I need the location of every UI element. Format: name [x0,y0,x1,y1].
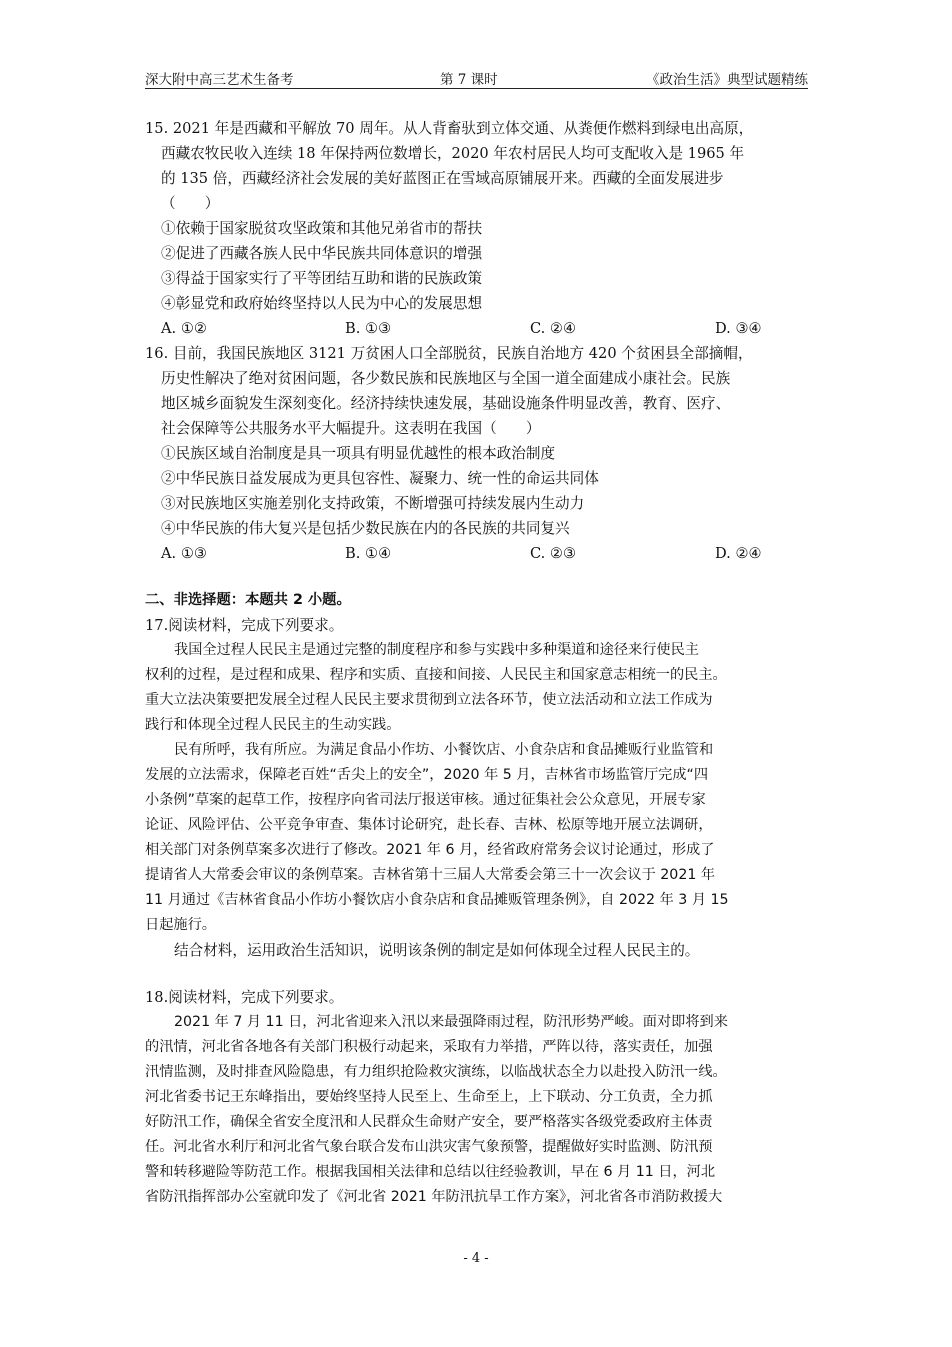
material-line: 河北省委书记王东峰指出，要始终坚持人民至上、生命至上，上下联动、分工负责，全力抓 [145,1089,713,1105]
question-stem-line: 社会保障等公共服务水平大幅提升。这表明在我国（ ） [161,420,541,437]
option-d: D. ③④ [715,320,762,337]
section-title: 二、非选择题：本题共 2 小题。 [145,592,351,608]
question-stem-line: 地区城乡面貌发生深刻变化。经济持续快速发展，基础设施条件明显改善，教育、医疗、 [161,395,731,412]
material-line: 日起施行。 [145,917,216,933]
statement-item: ③对民族地区实施差别化支持政策，不断增强可持续发展内生动力 [161,495,585,512]
statement-item: ②中华民族日益发展成为更具包容性、凝聚力、统一性的命运共同体 [161,470,599,487]
page-header [145,66,808,89]
option-c: C. ②③ [530,545,577,562]
spacer [145,566,808,588]
question-stem-line: 西藏农牧民收入连续 18 年保持两位数增长，2020 年农村居民人均可支配收入是 1965 年 [161,145,745,162]
header-lesson: 第 7 课时 [440,72,498,88]
material-line: 相关部门对条例草案多次进行了修改。2021 年 6 月，经省政府常务会议讨论通过，形成了 [145,842,715,858]
question-head: 18.阅读材料，完成下列要求。 [145,989,344,1006]
answer-blank: （ ） [161,195,220,212]
statement-item: ③得益于国家实行了平等团结互助和谐的民族政策 [161,270,483,287]
question-16 [145,341,808,566]
spacer [145,963,808,985]
material-line: 我国全过程人民民主是通过完整的制度程序和参与实践中多种渠道和途径来行使民主 [174,642,699,658]
question-18 [145,985,808,1210]
question-head: 17.阅读材料，完成下列要求。 [145,617,344,634]
header-right-title: 《政治生活》典型试题精练 [646,72,808,88]
material-line: 好防汛工作，确保全省安全度汛和人民群众生命财产安全，要严格落实各级党委政府主体责 [145,1114,713,1130]
answer-options [145,316,808,341]
material-line: 11 月通过《吉林省食品小作坊小餐饮店小食杂店和食品摊贩管理条例》，自 2022 年 3 月 15 [145,892,729,908]
page-number: - 4 - [463,1251,489,1266]
material-line: 省防汛指挥部办公室就印发了《河北省 2021 年防汛抗旱工作方案》，河北省各市消防救援大 [145,1189,723,1205]
option-b: B. ①④ [345,545,392,562]
material-line: 论证、风险评估、公平竞争审查、集体讨论研究，赴长春、吉林、松原等地开展立法调研， [145,817,713,833]
question-stem-line: 16. 目前，我国民族地区 3121 万贫困人口全部脱贫，民族自治地方 420 个贫困县全部摘帽， [145,345,753,362]
material-line: 重大立法决策要把发展全过程人民民主要求贯彻到立法各环节，使立法活动和立法工作成为 [145,692,713,708]
material-line: 发展的立法需求，保障老百姓“舌尖上的安全”，2020 年 5 月，吉林省市场监管厅完成“四 [145,767,709,783]
statement-item: ①依赖于国家脱贫攻坚政策和其他兄弟省市的帮扶 [161,220,483,237]
material-line: 小条例”草案的起草工作，按程序向省司法厅报送审核。通过征集社会公众意见，开展专家 [145,792,706,808]
question-stem-line: 15. 2021 年是西藏和平解放 70 周年。从人背畜驮到立体交通、从粪便作燃料到绿电出高原， [145,120,754,137]
statement-item: ④中华民族的伟大复兴是包括少数民族在内的各民族的共同复兴 [161,520,570,537]
option-b: B. ①③ [345,320,392,337]
material-line: 提请省人大常委会审议的条例草案。吉林省第十三届人大常委会第三十一次会议于 2021 年 [145,867,716,883]
question-15 [145,116,808,341]
header-left-title: 深大附中高三艺术生备考 [145,72,294,88]
question-stem-line: 历史性解决了绝对贫困问题，各少数民族和民族地区与全国一道全面建成小康社会。民族 [161,370,731,387]
statement-item: ①民族区域自治制度是具一项具有明显优越性的根本政治制度 [161,445,556,462]
material-line: 践行和体现全过程人民民主的生动实践。 [145,717,401,733]
page-content [145,116,808,1210]
statement-item: ④彰显党和政府始终坚持以人民为中心的发展思想 [161,295,483,312]
material-line: 的汛情，河北省各地各有关部门积极行动起来，采取有力举措，严阵以待，落实责任，加强 [145,1039,713,1055]
material-line: 权利的过程，是过程和成果、程序和实质、直接和间接、人民民主和国家意志相统一的民主。 [145,667,727,683]
material-line: 汛情监测，及时排查风险隐患，有力组织抢险救灾演练，以临战状态全力以赴投入防汛一线。 [145,1064,727,1080]
material-line: 警和转移避险等防范工作。根据我国相关法律和总结以往经验教训，早在 6 月 11 日，河北 [145,1164,716,1180]
option-d: D. ②④ [715,545,762,562]
statement-item: ②促进了西藏各族人民中华民族共同体意识的增强 [161,245,483,262]
material-line: 民有所呼，我有所应。为满足食品小作坊、小餐饮店、小食杂店和食品摊贩行业监管和 [174,742,714,758]
answer-options [145,541,808,566]
option-c: C. ②④ [530,320,577,337]
question-stem-line: 的 135 倍，西藏经济社会发展的美好蓝图正在雪域高原铺展开来。西藏的全面发展进步 [161,170,724,187]
question-17 [145,613,808,963]
material-line: 2021 年 7 月 11 日，河北省迎来入汛以来最强降雨过程，防汛形势严峻。面对即将到来 [174,1014,728,1030]
material-line: 任。河北省水利厅和河北省气象台联合发布山洪灾害气象预警，提醒做好实时监测、防汛预 [145,1139,713,1155]
option-a: A. ①③ [161,545,207,562]
option-a: A. ①② [161,320,207,337]
question-task: 结合材料，运用政治生活知识，说明该条例的制定是如何体现全过程人民民主的。 [174,942,700,959]
